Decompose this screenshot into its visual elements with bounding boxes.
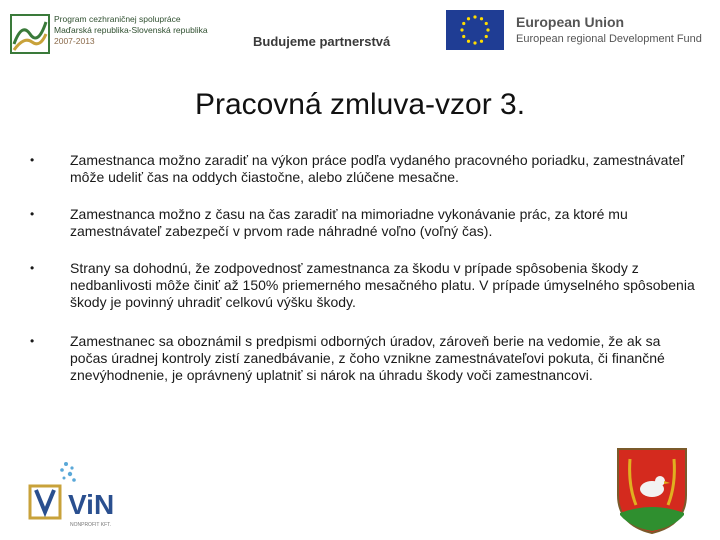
eu-flag-icon: [446, 10, 504, 50]
eu-star-icon: [462, 35, 465, 38]
eu-star-icon: [460, 28, 463, 31]
eu-title: European Union: [516, 14, 625, 30]
eu-star-icon: [473, 41, 476, 44]
vin-logo-subtext: NONPROFIT KFT.: [70, 522, 112, 528]
bullet-icon: •: [30, 207, 35, 221]
program-line-1: Program cezhraničnej spolupráce: [54, 14, 181, 24]
eu-subtitle: European regional Development Fund: [516, 33, 702, 45]
bullet-icon: •: [30, 334, 35, 348]
page-title: Pracovná zmluva-vzor 3.: [194, 88, 526, 121]
vin-logo: [26, 460, 146, 532]
eu-star-icon: [480, 40, 483, 43]
bullet-icon: •: [30, 153, 35, 167]
list-item: [30, 333, 700, 384]
eu-star-icon: [473, 15, 476, 18]
coat-of-arms-icon: [614, 445, 690, 535]
eu-star-icon: [485, 22, 488, 25]
eu-star-icon: [485, 35, 488, 38]
eu-star-icon: [480, 17, 483, 20]
bullet-text: Zamestnanec sa oboznámil s predpismi odborných úradov, zároveň berie na vedomie, že ak sa počas úradnej kontroly zistí zanedbávanie, z čoho vznikne zamestnávateľovi pokuta, či finančné znevýhodnenie, je oprávnený uplatniť si nárok na úhradu škody voči zamestnancovi.: [70, 333, 665, 383]
vin-logo-text: ViN: [68, 489, 115, 520]
bullet-icon: •: [30, 261, 35, 275]
bullet-text: Strany sa dohodnú, že zodpovednosť zamestnanca za škodu v prípade spôsobenia škody z nedbanlivosti môže činiť až 150% priemerného mesačného platu. V prípade úmyselného spôsobenia škody je povinný uhradiť celkovú výšku škody.: [70, 260, 695, 310]
eu-star-icon: [467, 17, 470, 20]
program-line-3: 2007-2013: [54, 36, 95, 46]
header: [0, 0, 720, 70]
eu-star-icon: [486, 28, 489, 31]
eu-star-icon: [467, 40, 470, 43]
eu-star-icon: [462, 22, 465, 25]
list-item: [30, 260, 700, 311]
bullet-text: Zamestnanca možno z času na čas zaradiť na mimoriadne vykonávanie prác, za ktoré mu zamestnávateľ zabezpečí v prvom rade náhradné voľno (voľný čas).: [70, 206, 628, 239]
bullet-list: [30, 152, 700, 404]
list-item: [30, 206, 700, 240]
program-line-2: Maďarská republika-Slovenská republika: [54, 25, 208, 35]
program-text: [54, 14, 208, 47]
slogan: Budujeme partnerstvá: [253, 34, 391, 49]
program-logo: [10, 14, 50, 54]
list-item: [30, 152, 700, 186]
bullet-text: Zamestnanca možno zaradiť na výkon práce podľa vydaného pracovného poriadku, zamestnávateľ môže udeliť čas na oddych čiastočne, alebo zlúčene mesačne.: [70, 152, 685, 185]
